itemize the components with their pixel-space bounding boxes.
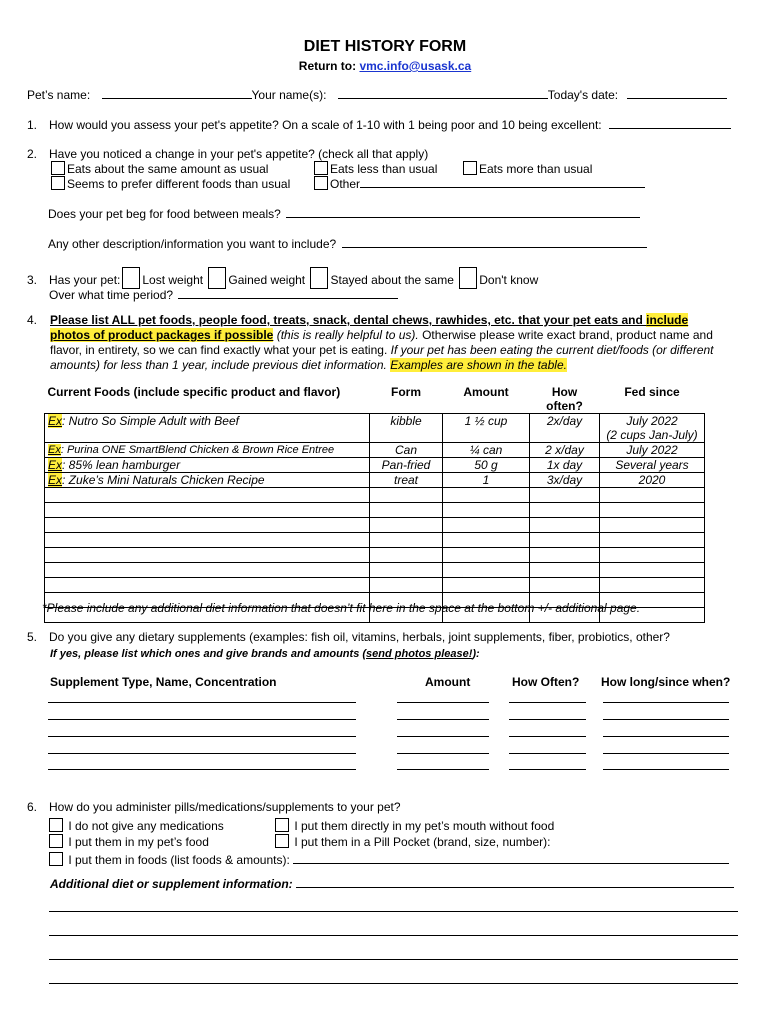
often-cell[interactable] xyxy=(530,488,600,503)
q5-sub-1: If yes, please list which ones and give brands and amounts ( xyxy=(50,648,367,660)
since-cell[interactable] xyxy=(600,503,705,518)
supplement-long-field[interactable] xyxy=(603,736,729,737)
table-row xyxy=(45,458,705,473)
q4-bold-text: Please list ALL pet foods, people food, treats, snack, dental chews, rawhides, etc. that your pet eats and xyxy=(50,313,647,327)
q2-opt-other[interactable] xyxy=(314,176,645,191)
since-text-2: (2 cups Jan-July) xyxy=(606,428,698,442)
often-cell[interactable]: 1x day xyxy=(530,458,600,473)
q2-opt-less-label: Eats less than usual xyxy=(330,162,438,176)
q6-opt-direct[interactable] xyxy=(275,818,554,833)
checkbox-icon[interactable] xyxy=(314,176,328,190)
header-how-often: How often? xyxy=(546,385,583,413)
since-cell[interactable] xyxy=(600,563,705,578)
additional-info-label: Additional diet or supplement information: xyxy=(50,877,293,891)
often-cell[interactable] xyxy=(530,563,600,578)
todays-date-field[interactable] xyxy=(627,87,727,99)
gained-weight-label: Gained weight xyxy=(228,273,306,287)
q6-opt2-label: I put them directly in my pet’s mouth without food xyxy=(294,819,555,833)
q3-period-field[interactable] xyxy=(178,287,398,299)
q6-opt-foods[interactable] xyxy=(49,852,729,867)
q6-opt-food[interactable] xyxy=(49,834,209,849)
dont-know-checkbox[interactable] xyxy=(459,267,477,289)
since-cell[interactable] xyxy=(600,548,705,563)
q6-opt5-label: I put them in foods (list foods & amounts): xyxy=(68,853,290,867)
amount-cell[interactable] xyxy=(443,518,530,533)
supplement-type-field[interactable] xyxy=(48,702,356,703)
often-cell[interactable]: 3x/day xyxy=(530,473,600,488)
q5-subtext xyxy=(50,648,480,660)
col-how-often: How Often? xyxy=(512,675,580,689)
col-amount: Amount xyxy=(425,675,471,689)
amount-cell[interactable]: 1 ½ cup xyxy=(443,414,530,443)
q2-opt-more-label: Eats more than usual xyxy=(479,162,593,176)
q4-plain-text-2: flavor, in entirety, so we can find exactly what your pet is eating. xyxy=(50,343,388,357)
since-cell[interactable] xyxy=(600,518,705,533)
table-row xyxy=(45,414,705,443)
often-cell[interactable]: 2x/day xyxy=(530,414,600,443)
q1-number: 1. xyxy=(27,118,38,132)
often-cell[interactable] xyxy=(530,578,600,593)
amount-cell[interactable] xyxy=(443,503,530,518)
supplement-often-field[interactable] xyxy=(509,769,586,770)
lost-weight-label: Lost weight xyxy=(142,273,204,287)
amount-cell[interactable]: ¼ can xyxy=(443,443,530,458)
additional-line[interactable] xyxy=(49,911,738,912)
q6-opt1-label: I do not give any medications xyxy=(68,819,224,833)
since-cell[interactable] xyxy=(600,578,705,593)
q1-text: How would you assess your pet's appetite? On a scale of 1-10 with 1 being poor and 10 being excellent: xyxy=(49,118,602,132)
amount-cell[interactable] xyxy=(443,488,530,503)
q2-opt-other-label: Other xyxy=(330,177,361,191)
q5-number: 5. xyxy=(27,630,38,644)
supplement-long-field[interactable] xyxy=(603,769,729,770)
col-how-long: How long/since when? xyxy=(601,675,731,689)
q4-include-highlight: include xyxy=(646,313,689,327)
header-fed-since: Fed since xyxy=(624,385,680,399)
q4-examples-highlight: Examples are shown in the table. xyxy=(390,358,567,372)
header-current-foods: Current Foods (include specific product and flavor) xyxy=(47,385,341,399)
supplement-type-field[interactable] xyxy=(48,769,356,770)
food-cell[interactable] xyxy=(45,518,370,533)
col-supplement-type: Supplement Type, Name, Concentration xyxy=(50,675,277,689)
often-cell[interactable]: 2 x/day xyxy=(530,443,600,458)
ex-label: Ex xyxy=(48,444,61,456)
form-cell[interactable] xyxy=(370,578,443,593)
intro-line xyxy=(27,87,727,102)
form-cell[interactable] xyxy=(370,533,443,548)
q5-sub-2: ): xyxy=(472,648,480,660)
q6-foods-field[interactable] xyxy=(293,852,729,864)
since-cell[interactable] xyxy=(600,533,705,548)
your-names-label: Your name(s): xyxy=(251,88,327,102)
often-cell[interactable] xyxy=(530,503,600,518)
table-row xyxy=(45,533,705,548)
form-cell[interactable]: Pan-fried xyxy=(370,458,443,473)
food-cell[interactable] xyxy=(45,578,370,593)
supplement-often-field[interactable] xyxy=(509,736,586,737)
form-cell[interactable]: Can xyxy=(370,443,443,458)
q2-other-field[interactable] xyxy=(360,176,645,188)
question-5 xyxy=(27,630,670,644)
form-title: DIET HISTORY FORM xyxy=(303,38,467,55)
appetite-score-field[interactable] xyxy=(609,117,731,129)
q4-italic-text-3: amounts) for less than 1 year, include previous diet information. xyxy=(50,358,387,372)
since-text: July 2022 xyxy=(626,414,678,428)
since-cell[interactable] xyxy=(600,414,705,443)
q2-text: Have you noticed a change in your pet's appetite? (check all that apply) xyxy=(49,147,429,161)
food-text: : 85% lean hamburger xyxy=(62,458,181,472)
q3-number: 3. xyxy=(27,273,38,287)
form-cell[interactable] xyxy=(370,563,443,578)
question-2 xyxy=(27,147,428,161)
supplement-long-field[interactable] xyxy=(603,702,729,703)
since-cell[interactable]: 2020 xyxy=(600,473,705,488)
often-cell[interactable] xyxy=(530,533,600,548)
table-row xyxy=(45,578,705,593)
ex-label: Ex xyxy=(48,414,63,428)
supplement-often-field[interactable] xyxy=(509,702,586,703)
table-note: *Please include any additional diet information that doesn’t fit here in the space at the bottom +/- additional page. xyxy=(42,601,641,615)
q4-text xyxy=(50,313,750,373)
todays-date-label: Today's date: xyxy=(547,88,619,102)
table-row xyxy=(45,563,705,578)
q2-opt-diff[interactable] xyxy=(51,176,290,191)
q2-number: 2. xyxy=(27,147,38,161)
pets-name-label: Pet’s name: xyxy=(27,88,91,102)
since-cell[interactable]: Several years xyxy=(600,458,705,473)
additional-line[interactable] xyxy=(49,983,738,984)
q6-text: How do you administer pills/medications/supplements to your pet? xyxy=(49,800,401,814)
q2-beg-label: Does your pet beg for food between meals? xyxy=(48,207,281,221)
header-form: Form xyxy=(391,385,421,399)
header-amount: Amount xyxy=(463,385,509,399)
table-row xyxy=(45,473,705,488)
pets-name-field[interactable] xyxy=(102,87,252,99)
table-row xyxy=(45,488,705,503)
checkbox-icon[interactable] xyxy=(275,834,289,848)
return-email-link[interactable]: vmc.info@usask.ca xyxy=(359,59,472,73)
q2-other-desc-label: Any other description/information you want to include? xyxy=(48,237,337,251)
q4-number: 4. xyxy=(27,313,38,327)
checkbox-icon[interactable] xyxy=(314,161,328,175)
supplement-often-field[interactable] xyxy=(509,719,586,720)
question-6 xyxy=(27,800,401,814)
q2-opt-same-label: Eats about the same amount as usual xyxy=(67,162,269,176)
q3-text: Has your pet: xyxy=(49,273,121,287)
food-cell[interactable] xyxy=(45,533,370,548)
form-cell[interactable] xyxy=(370,548,443,563)
form-cell[interactable] xyxy=(370,488,443,503)
q4-plain-text-1: Otherwise please write exact brand, product name and xyxy=(418,328,713,342)
food-cell[interactable] xyxy=(45,563,370,578)
supplement-amount-field[interactable] xyxy=(397,719,489,720)
checkbox-icon[interactable] xyxy=(49,834,63,848)
q2-opt-diff-label: Seems to prefer different foods than usual xyxy=(67,177,291,191)
foods-table xyxy=(44,385,705,623)
table-row xyxy=(45,518,705,533)
food-cell[interactable] xyxy=(45,458,370,473)
food-text: : Nutro So Simple Adult with Beef xyxy=(62,414,239,428)
since-cell[interactable] xyxy=(600,488,705,503)
table-row xyxy=(45,503,705,518)
q2-other-desc-field[interactable] xyxy=(342,236,647,248)
q6-opt3-label: I put them in my pet’s food xyxy=(68,835,209,849)
supplement-amount-field[interactable] xyxy=(397,702,489,703)
stayed-same-label: Stayed about the same xyxy=(330,273,454,287)
amount-cell[interactable] xyxy=(443,548,530,563)
additional-info-field[interactable] xyxy=(296,876,734,888)
q2-opt-more[interactable] xyxy=(463,161,592,176)
table-row xyxy=(45,443,705,458)
amount-cell[interactable]: 50 g xyxy=(443,458,530,473)
supplement-amount-field[interactable] xyxy=(397,769,489,770)
form-cell[interactable]: treat xyxy=(370,473,443,488)
q4-helpful-note: (this is really helpful to us). xyxy=(273,328,419,342)
checkbox-icon[interactable] xyxy=(51,161,65,175)
form-cell[interactable]: kibble xyxy=(370,414,443,443)
additional-line[interactable] xyxy=(49,959,738,960)
form-cell[interactable] xyxy=(370,503,443,518)
q2-beg-field[interactable] xyxy=(286,206,640,218)
supplement-long-field[interactable] xyxy=(603,753,729,754)
food-cell[interactable] xyxy=(45,503,370,518)
since-cell[interactable]: July 2022 xyxy=(600,443,705,458)
q4-italic-text-2: If your pet has been eating the current diet/foods (or different xyxy=(387,343,714,357)
stayed-same-checkbox[interactable] xyxy=(310,267,328,289)
amount-cell[interactable] xyxy=(443,533,530,548)
food-cell[interactable] xyxy=(45,414,370,443)
lost-weight-checkbox[interactable] xyxy=(122,267,140,289)
food-cell[interactable] xyxy=(45,488,370,503)
q5-sub-underline: send photos please! xyxy=(366,648,473,660)
food-text: : Zuke’s Mini Naturals Chicken Recipe xyxy=(62,473,265,487)
question-1 xyxy=(27,117,731,132)
supplement-often-field[interactable] xyxy=(509,753,586,754)
q2-other-desc xyxy=(48,236,647,251)
q6-opt-pill-pocket[interactable] xyxy=(275,834,550,849)
often-cell[interactable] xyxy=(530,518,600,533)
q4-photos-highlight: photos of product packages if possible xyxy=(50,328,274,342)
q6-number: 6. xyxy=(27,800,38,814)
checkbox-icon[interactable] xyxy=(275,818,289,832)
ex-label: Ex xyxy=(48,473,63,487)
dont-know-label: Don't know xyxy=(479,273,539,287)
supplement-amount-field[interactable] xyxy=(397,736,489,737)
q6-opt-no-meds[interactable] xyxy=(49,818,224,833)
checkbox-icon[interactable] xyxy=(51,176,65,190)
q5-text: Do you give any dietary supplements (examples: fish oil, vitamins, herbals, joint supplements, fiber, probiotics, other? xyxy=(49,630,670,644)
table-row xyxy=(45,548,705,563)
food-cell[interactable] xyxy=(45,548,370,563)
supplement-amount-field[interactable] xyxy=(397,753,489,754)
checkbox-icon[interactable] xyxy=(49,818,63,832)
foods-table-header xyxy=(45,385,705,414)
q2-opt-less[interactable] xyxy=(314,161,437,176)
q3-period-label: Over what time period? xyxy=(49,288,174,302)
often-cell[interactable] xyxy=(530,548,600,563)
checkbox-icon[interactable] xyxy=(49,852,63,866)
q2-opt-same[interactable] xyxy=(51,161,268,176)
additional-line[interactable] xyxy=(49,935,738,936)
amount-cell[interactable] xyxy=(443,563,530,578)
supplement-type-field[interactable] xyxy=(48,753,356,754)
supplement-long-field[interactable] xyxy=(603,719,729,720)
amount-cell[interactable] xyxy=(443,578,530,593)
return-line xyxy=(0,59,770,73)
gained-weight-checkbox[interactable] xyxy=(208,267,226,289)
your-names-field[interactable] xyxy=(338,87,548,99)
food-text: : Purina ONE SmartBlend Chicken & Brown Rice Entree xyxy=(60,444,335,456)
q6-opt4-label: I put them in a Pill Pocket (brand, size, number): xyxy=(294,835,551,849)
supplement-type-field[interactable] xyxy=(48,719,356,720)
additional-info xyxy=(50,876,734,891)
q2-beg xyxy=(48,206,640,221)
amount-cell[interactable]: 1 xyxy=(443,473,530,488)
return-label: Return to: xyxy=(298,59,357,73)
q3-period xyxy=(49,287,398,302)
question-3 xyxy=(27,267,538,289)
supplement-type-field[interactable] xyxy=(48,736,356,737)
checkbox-icon[interactable] xyxy=(463,161,477,175)
food-cell[interactable] xyxy=(45,443,370,458)
form-cell[interactable] xyxy=(370,518,443,533)
food-cell[interactable] xyxy=(45,473,370,488)
ex-label: Ex xyxy=(48,458,63,472)
